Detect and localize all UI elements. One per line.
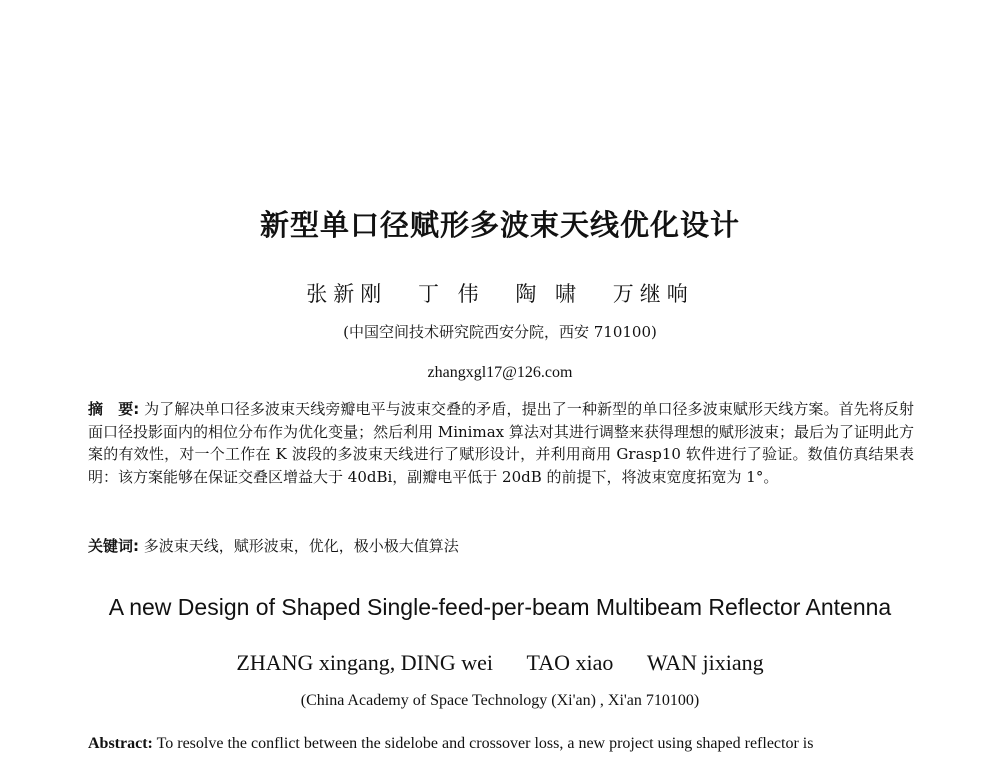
english-author-group-2: TAO xiao — [526, 650, 614, 675]
author-4: 万继响 — [612, 282, 694, 306]
author-2: 丁 伟 — [417, 282, 485, 306]
author-3: 陶 啸 — [515, 282, 583, 306]
english-abstract — [88, 733, 914, 755]
english-title: A new Design of Shaped Single-feed-per-beam Multibeam Reflector Antenna — [108, 594, 892, 620]
chinese-keywords-text: 多波束天线，赋形波束，优化，极小极大值算法 — [139, 537, 459, 555]
chinese-abstract — [88, 398, 914, 488]
chinese-authors — [0, 278, 1000, 308]
chinese-keywords — [88, 535, 914, 557]
chinese-abstract-label: 摘 要: — [88, 400, 140, 418]
english-abstract-text: To resolve the conflict between the sidelobe and crossover loss, a new project using shaped reflector is — [152, 735, 814, 752]
english-affiliation: (China Academy of Space Technology (Xi'an) , Xi'an 710100) — [300, 692, 700, 709]
chinese-keywords-label: 关键词: — [88, 537, 139, 555]
english-author-group-1: ZHANG xingang, DING wei — [236, 650, 494, 675]
chinese-title: 新型单口径赋形多波束天线优化设计 — [259, 208, 740, 242]
chinese-affiliation: (中国空间技术研究院西安分院，西安 710100) — [343, 323, 657, 341]
author-1: 张新刚 — [306, 282, 388, 306]
chinese-abstract-text: 为了解决单口径多波束天线旁瓣电平与波束交叠的矛盾，提出了一种新型的单口径多波束赋形天线方案。首先将反射面口径投影面内的相位分布作为优化变量；然后利用 Minimax 算法对其进行调整来获得理想的赋形波束；最后为了证明此方案的有效性，对一个工作在 K 波段的多波束天线进行了赋形设计，并利用商用 Grasp10 软件进行了验证。数值仿真结果表明：该方案能够在保证交叠区增益大于 40dBi，副瓣电平低于 20dB 的前提下，将波束宽度拓宽为 1°。 — [88, 400, 914, 486]
english-abstract-label: Abstract: — [88, 735, 153, 752]
author-email: zhangxgl17@126.com — [427, 364, 573, 381]
english-authors — [0, 650, 1000, 676]
english-author-group-3: WAN jixiang — [646, 650, 764, 675]
